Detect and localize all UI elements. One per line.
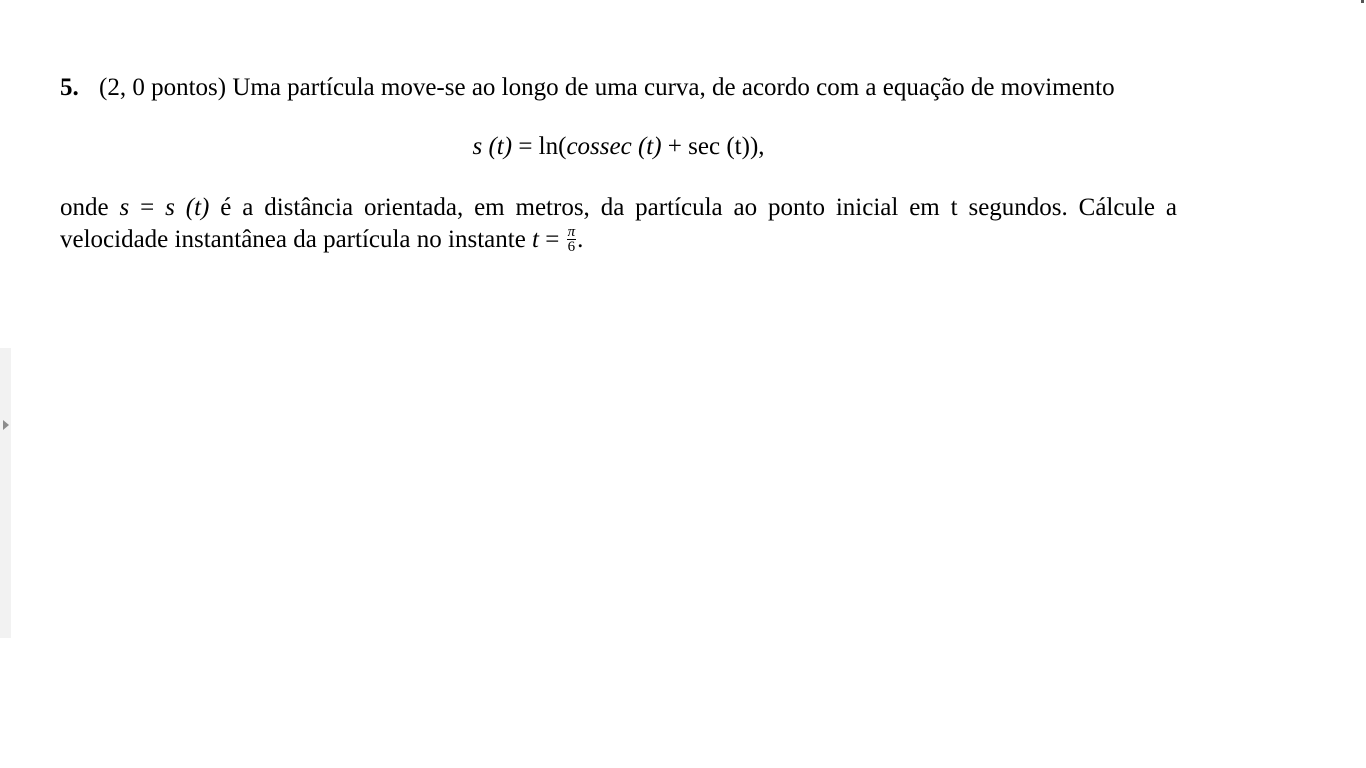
para2-expr: s (t) bbox=[165, 194, 210, 221]
problem-points: (2, 0 pontos) bbox=[99, 74, 227, 101]
equation-open: ( bbox=[558, 133, 567, 160]
equation-close: ), bbox=[749, 133, 765, 160]
para2-start: onde bbox=[60, 194, 109, 221]
equation-term2: sec (t) bbox=[688, 133, 750, 160]
para2-eq: = bbox=[140, 194, 155, 221]
equation-plus: + bbox=[667, 133, 682, 160]
problem-block bbox=[60, 72, 1177, 256]
fraction-numerator: π bbox=[567, 223, 576, 240]
pi-over-six-fraction bbox=[567, 225, 577, 254]
problem-number: 5. bbox=[60, 74, 79, 101]
para2-rest: é a distância orientada, em metros, da partícula ao ponto inicial em t segundos. Cálcule a velocidade instantânea da partícula no instante bbox=[60, 194, 1178, 253]
equation-equals: = bbox=[518, 133, 533, 160]
para2-end: . bbox=[577, 226, 584, 253]
fraction-denominator: 6 bbox=[567, 238, 576, 255]
para2-t: t bbox=[532, 226, 539, 253]
side-panel-strip bbox=[0, 348, 11, 638]
problem-statement bbox=[60, 72, 1177, 104]
corner-marker bbox=[1361, 0, 1364, 3]
equation-fn: ln bbox=[538, 133, 559, 160]
para2-eq2: = bbox=[545, 226, 560, 253]
equation-term1: cossec (t) bbox=[566, 133, 662, 160]
equation-lhs: s (t) bbox=[472, 133, 513, 160]
expand-panel-arrow-icon[interactable] bbox=[3, 420, 9, 430]
motion-equation bbox=[60, 131, 1177, 163]
problem-question bbox=[60, 192, 1177, 256]
problem-intro: Uma partícula move-se ao longo de uma curva, de acordo com a equação de movimento bbox=[232, 74, 1115, 101]
para2-var: s bbox=[119, 194, 130, 221]
